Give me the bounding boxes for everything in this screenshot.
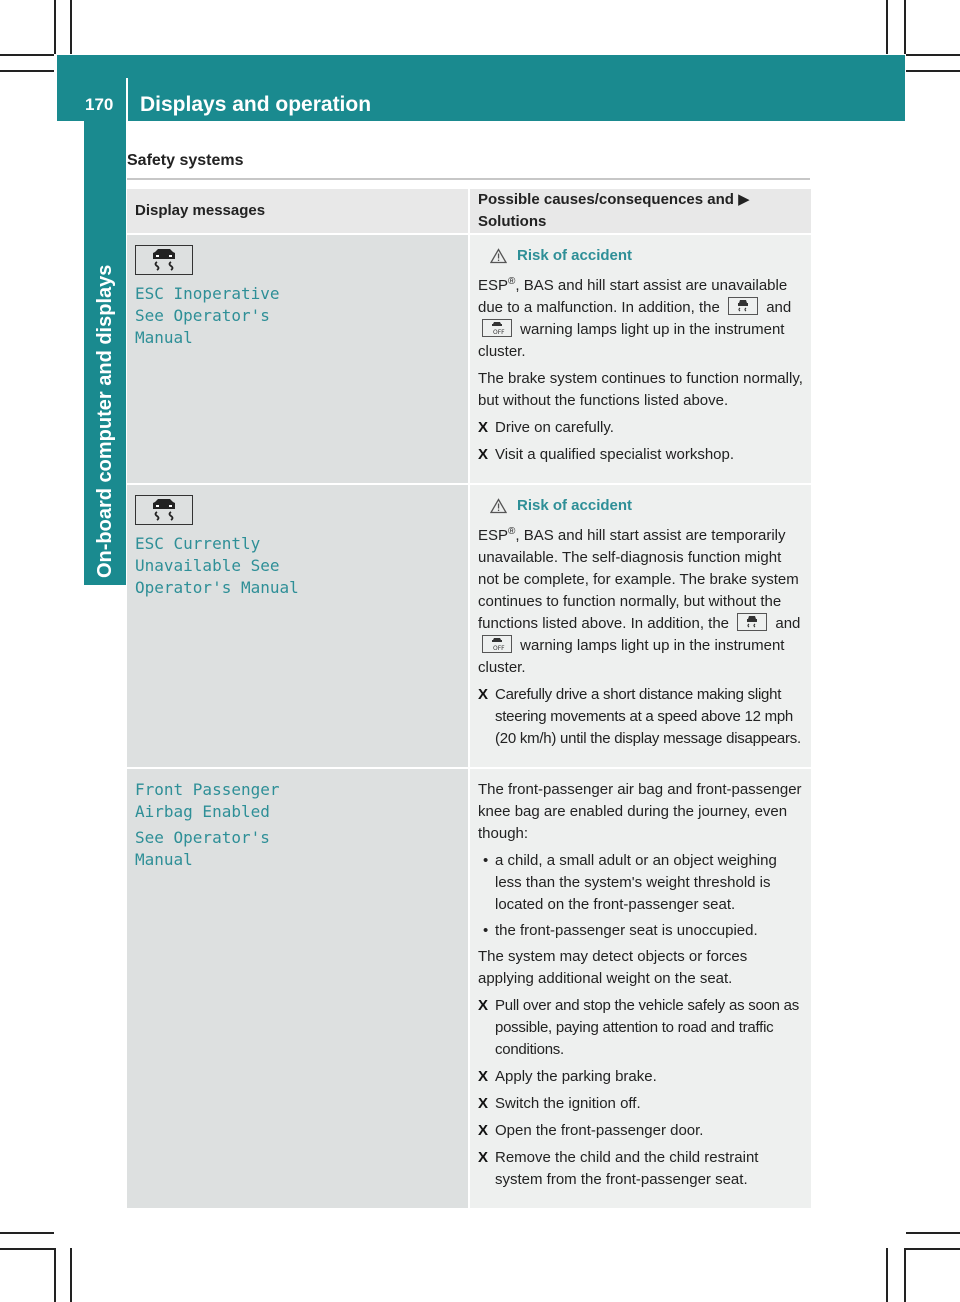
display-message-text: ESC Currently — [135, 534, 261, 553]
esp-off-warning-lamp-icon — [482, 635, 512, 653]
display-message-text: Operator's Manual — [135, 578, 299, 597]
subsection-title: Safety systems — [127, 152, 810, 180]
display-message-text: See Operator's — [135, 306, 270, 325]
description-paragraph: ESP®, BAS and hill start assist are temporarily unavailable. The self-diagnosis function might not be complete, for example. The brake system continues to function normally, but without the functions listed above. In addition, the and OFF warning lamps light up in the instrument cluster. — [478, 526, 801, 676]
action-step: X Visit a qualified specialist workshop. — [478, 444, 803, 466]
crop-mark — [906, 1248, 960, 1250]
display-messages-table — [127, 189, 811, 1210]
crop-mark — [0, 1232, 54, 1234]
crop-mark — [886, 1248, 888, 1302]
table-row — [127, 768, 811, 1209]
step-marker-icon: X — [478, 1068, 489, 1085]
description-paragraph: The front-passenger air bag and front-passenger knee bag are enabled during the journey, even though: — [478, 781, 802, 842]
svg-text:OFF: OFF — [493, 645, 505, 651]
table-row — [127, 484, 811, 768]
step-marker-icon: X — [478, 997, 488, 1014]
display-message-text: Manual — [135, 328, 193, 347]
description-paragraph: The brake system continues to function normally, but without the functions listed above. — [478, 370, 803, 409]
step-marker-icon: X — [478, 686, 488, 703]
esp-skid-icon — [135, 495, 193, 525]
esp-warning-lamp-icon — [737, 613, 767, 631]
action-step: X Open the front-passenger door. — [478, 1120, 803, 1142]
column-header-display: Display messages — [127, 189, 469, 234]
svg-text:OFF: OFF — [493, 329, 505, 335]
action-step: X Apply the parking brake. — [478, 1066, 803, 1088]
side-tab — [84, 121, 126, 585]
esp-skid-icon — [135, 245, 193, 275]
crop-mark — [70, 0, 72, 54]
crop-mark — [54, 0, 56, 54]
page-number: 170 — [85, 95, 114, 114]
display-message-text: Front Passenger — [135, 780, 280, 799]
action-step: X Drive on carefully. — [478, 417, 803, 439]
crop-mark — [70, 1248, 72, 1302]
causes-cell — [469, 484, 811, 768]
esp-warning-lamp-icon — [728, 297, 758, 315]
display-message-text: Manual — [135, 850, 193, 869]
description-paragraph: ESP®, BAS and hill start assist are unavailable due to a malfunction. In addition, the and OFF warning lamps light up in the instrument cluster. — [478, 276, 792, 360]
action-step: X Remove the child and the child restraint system from the front-passenger seat. — [478, 1149, 759, 1188]
section-title: Displays and operation — [140, 93, 372, 116]
crop-mark — [906, 70, 960, 72]
crop-mark — [0, 1248, 54, 1250]
description-paragraph: The system may detect objects or forces applying additional weight on the seat. — [478, 948, 748, 987]
crop-mark — [906, 1232, 960, 1234]
list-item: • the front-passenger seat is unoccupied. — [483, 922, 758, 939]
crop-mark — [906, 54, 960, 56]
warning-triangle-icon — [490, 498, 507, 514]
step-marker-icon: X — [478, 1095, 489, 1112]
crop-mark — [904, 1248, 906, 1302]
crop-mark — [904, 0, 906, 54]
display-message-text: ESC Inoperative — [135, 284, 280, 303]
crop-mark — [0, 70, 54, 72]
list-item: • a child, a small adult or an object weighing less than the system's weight threshold is located on the front-passenger seat. — [483, 852, 777, 913]
esp-off-warning-lamp-icon — [482, 319, 512, 337]
crop-mark — [0, 54, 54, 56]
causes-cell — [469, 768, 811, 1209]
display-message-cell — [127, 234, 469, 484]
warning-triangle-icon — [490, 248, 507, 264]
display-message-cell — [127, 484, 469, 768]
step-marker-icon: X — [478, 1122, 489, 1139]
action-step: X Pull over and stop the vehicle safely as soon as possible, paying attention to road and traffic conditions. — [478, 997, 800, 1058]
action-step: X Carefully drive a short distance making slight steering movements at a speed above 12 mph (20 km/h) until the display message disappears. — [478, 686, 801, 747]
display-message-text: Unavailable See — [135, 556, 280, 575]
action-step: X Switch the ignition off. — [478, 1093, 803, 1115]
side-tab-label: On-board computer and displays — [94, 264, 116, 578]
risk-warning: Risk of accident — [478, 495, 803, 517]
causes-cell — [469, 234, 811, 484]
table-row — [127, 234, 811, 484]
risk-warning: Risk of accident — [478, 245, 803, 267]
header-divider — [126, 78, 128, 121]
step-marker-icon: X — [478, 419, 489, 436]
solution-arrow-icon: ▶ — [738, 191, 750, 208]
crop-mark — [886, 0, 888, 54]
step-marker-icon: X — [478, 446, 489, 463]
crop-mark — [54, 1248, 56, 1302]
display-message-cell — [127, 768, 469, 1209]
display-message-text: Airbag Enabled — [135, 802, 270, 821]
step-marker-icon: X — [478, 1149, 489, 1166]
column-header-causes: Possible causes/consequences and ▶ Solutions — [469, 189, 811, 234]
display-message-text: See Operator's — [135, 828, 270, 847]
